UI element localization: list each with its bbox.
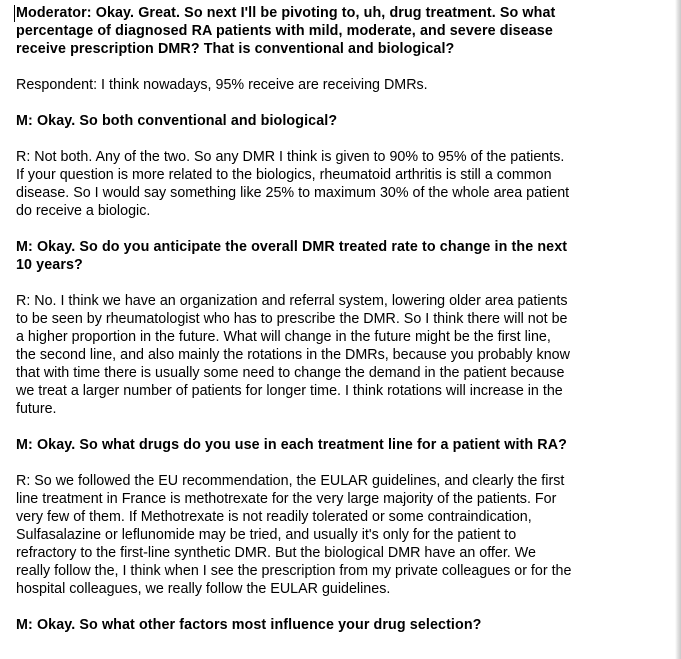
respondent-answer-4: R: So we followed the EU recommendation, the EULAR guidelines, and clearly the first line treatment in France is methotrexate for the very large majority of the patients. For very few of them. If Methotrexate is not readily tolerated or some contraindication, Sulfasalazine or leflunomide may be tried, and usually it's only for the patient to refractory to the first-line synthetic DMR. But the biological DMR have an offer. We really follow the, I think when I see the prescription from my private colleagues or for the hospital colleagues, we really follow the EULAR guidelines. [16,473,572,597]
respondent-answer-2: R: Not both. Any of the two. So any DMR I think is given to 90% to 95% of the patients. If your question is more related to the biologics, rheumatoid arthritis is still a common disease. So I would say something like 25% to maximum 30% of the whole area patient do receive a biologic. [16,149,570,219]
transcript-body[interactable] [16,4,638,652]
moderator-question-2: M: Okay. So both conventional and biological? [16,113,338,129]
moderator-question-5: M: Okay. So what other factors most influence your drug selection? [16,617,482,633]
respondent-answer-3: R: No. I think we have an organization and referral system, lowering older area patients to be seen by rheumatologist who has to prescribe the DMR. So I think there will not be a higher proportion in the future. What will change in the future might be the first line, the second line, and also mainly the rotations in the DMRs, because you probably know that with time there is usually some need to change the demand in the patient because we treat a larger number of patients for longer time. I think rotations will increase in the future. [16,293,570,417]
respondent-answer-1: Respondent: I think nowadays, 95% receive are receiving DMRs. [16,77,428,93]
text-cursor [14,5,15,22]
page-edge-shadow [675,0,681,659]
moderator-question-1: Moderator: Okay. Great. So next I'll be pivoting to, uh, drug treatment. So what percentage of diagnosed RA patients with mild, moderate, and severe disease receive prescription DMR? That is conventional and biological? [16,5,556,57]
moderator-question-3: M: Okay. So do you anticipate the overall DMR treated rate to change in the next 10 years? [16,239,568,273]
moderator-question-4: M: Okay. So what drugs do you use in each treatment line for a patient with RA? [16,437,567,453]
